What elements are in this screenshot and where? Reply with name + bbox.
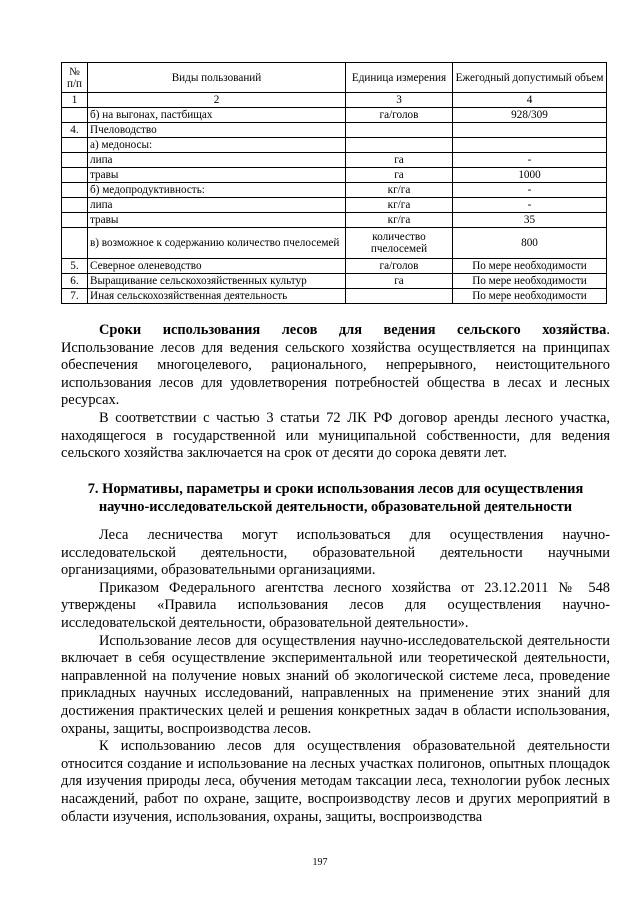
header-cell-annual-volume: Ежегодный допустимый объем — [453, 63, 607, 93]
table-row — [62, 138, 607, 153]
section-7-heading-line-1: 7. Нормативы, параметры и сроки использования лесов для осуществления — [87, 481, 584, 497]
table-row — [62, 228, 607, 259]
unit-cell — [346, 123, 453, 138]
volume-cell — [453, 123, 607, 138]
header-cell-unit: Единица измерения — [346, 63, 453, 93]
use-type-cell: липа — [88, 153, 346, 168]
volume-cell: - — [453, 153, 607, 168]
volume-cell: 800 — [453, 228, 607, 259]
unit-cell: га/голов — [346, 259, 453, 274]
unit-cell: количество пчелосемей — [346, 228, 453, 259]
section-7-body — [61, 527, 610, 826]
terms-paragraph-1 — [61, 322, 610, 410]
row-number-cell: 4. — [62, 123, 88, 138]
use-type-cell: липа — [88, 198, 346, 213]
section-7-heading-line-2: научно-исследовательской деятельности, образовательной деятельности — [98, 498, 573, 515]
row-number-cell — [62, 138, 88, 153]
table-row — [62, 123, 607, 138]
table-header-row — [62, 63, 607, 93]
unit-cell: кг/га — [346, 213, 453, 228]
section-7-paragraph-2: Приказом Федерального агентства лесного хозяйства от 23.12.2011 № 548 утверждены «Правила использования лесов для осуществления научно-исследовательской деятельности, образовательной деятельности». — [61, 579, 610, 631]
section-7-heading — [61, 481, 610, 516]
volume-cell: - — [453, 198, 607, 213]
unit-cell: га — [346, 168, 453, 183]
use-type-cell: Иная сельскохозяйственная деятельность — [88, 289, 346, 304]
index-cell: 1 — [62, 93, 88, 108]
row-number-cell — [62, 168, 88, 183]
unit-cell: га — [346, 153, 453, 168]
unit-cell: га — [346, 274, 453, 289]
row-number-cell — [62, 183, 88, 198]
table-row — [62, 213, 607, 228]
agriculture-terms-section — [61, 322, 610, 463]
index-cell: 4 — [453, 93, 607, 108]
table-index-row — [62, 93, 607, 108]
use-type-cell: б) медопродуктивность: — [88, 183, 346, 198]
header-cell-number: № п/п — [62, 63, 88, 93]
index-cell: 3 — [346, 93, 453, 108]
table-row — [62, 153, 607, 168]
use-type-cell: травы — [88, 213, 346, 228]
header-cell-use-type: Виды пользований — [88, 63, 346, 93]
row-number-cell — [62, 108, 88, 123]
volume-cell: - — [453, 183, 607, 198]
table-row — [62, 198, 607, 213]
unit-cell — [346, 289, 453, 304]
table-row — [62, 108, 607, 123]
terms-paragraph-1-text: . Использование лесов для ведения сельского хозяйства осуществляется на принципах обеспечения многоцелевого, рационального, непрерывного, неистощительного использования лесов для удовлетворения потребностей общества в лесах и лесных ресурсах. — [61, 322, 610, 409]
volume-cell: 1000 — [453, 168, 607, 183]
volume-cell: 35 — [453, 213, 607, 228]
unit-cell: га/голов — [346, 108, 453, 123]
table-row — [62, 183, 607, 198]
use-type-cell: Пчеловодство — [88, 123, 346, 138]
row-number-cell — [62, 153, 88, 168]
volume-cell: По мере необходимости — [453, 259, 607, 274]
unit-cell — [346, 138, 453, 153]
table-row — [62, 259, 607, 274]
volume-cell: По мере необходимости — [453, 289, 607, 304]
row-number-cell: 5. — [62, 259, 88, 274]
terms-paragraph-2: В соответствии с частью 3 статьи 72 ЛК РФ договор аренды лесного участка, находящегося в государственной или муниципальной собственности, для ведения сельского хозяйства заключается на срок от десяти до сорока девяти лет. — [61, 409, 610, 462]
section-7-paragraph-3: Использование лесов для осуществления научно-исследовательской деятельности включает в себя осуществление экспериментальной или теоретической деятельности, направленной на получение новых знаний об экологической системе леса, проведение прикладных научных исследований, направленных на применение этих знаний для достижения практических целей и решения конкретных задач в области использования, охраны, защиты, воспроизводства лесов. — [61, 632, 610, 737]
terms-bold-lead: Сроки использования лесов для ведения сельского хозяйства — [99, 322, 607, 338]
volume-cell: По мере необходимости — [453, 274, 607, 289]
forest-use-table — [61, 62, 607, 304]
row-number-cell — [62, 228, 88, 259]
table-row — [62, 168, 607, 183]
section-7-paragraph-4: К использованию лесов для осуществления образовательной деятельности относится создание и использование на лесных участках полигонов, опытных площадок для изучения природы леса, обучения методам таксации леса, технологии рубок лесных насаждений, работ по охране, защите, воспроизводству лесов и других мероприятий в области изучения, использования, охраны, защиты, воспроизводства — [61, 738, 610, 825]
unit-cell: кг/га — [346, 198, 453, 213]
row-number-cell — [62, 213, 88, 228]
row-number-cell: 6. — [62, 274, 88, 289]
volume-cell — [453, 138, 607, 153]
use-type-cell: травы — [88, 168, 346, 183]
page-number: 197 — [312, 857, 328, 868]
volume-cell: 928/309 — [453, 108, 607, 123]
use-type-cell: в) возможное к содержанию количество пчелосемей — [88, 228, 346, 259]
table-row — [62, 289, 607, 304]
use-type-cell: Северное оленеводство — [88, 259, 346, 274]
use-type-cell: б) на выгонах, пастбищах — [88, 108, 346, 123]
unit-cell: кг/га — [346, 183, 453, 198]
row-number-cell — [62, 198, 88, 213]
row-number-cell: 7. — [62, 289, 88, 304]
index-cell: 2 — [88, 93, 346, 108]
table-row — [62, 274, 607, 289]
section-7-paragraph-1: Леса лесничества могут использоваться для осуществления научно-исследовательской деятельности, образовательной деятельности научными организациями, образовательными организациями. — [61, 527, 610, 579]
use-type-cell: Выращивание сельскохозяйственных культур — [88, 274, 346, 289]
use-type-cell: а) медоносы: — [88, 138, 346, 153]
